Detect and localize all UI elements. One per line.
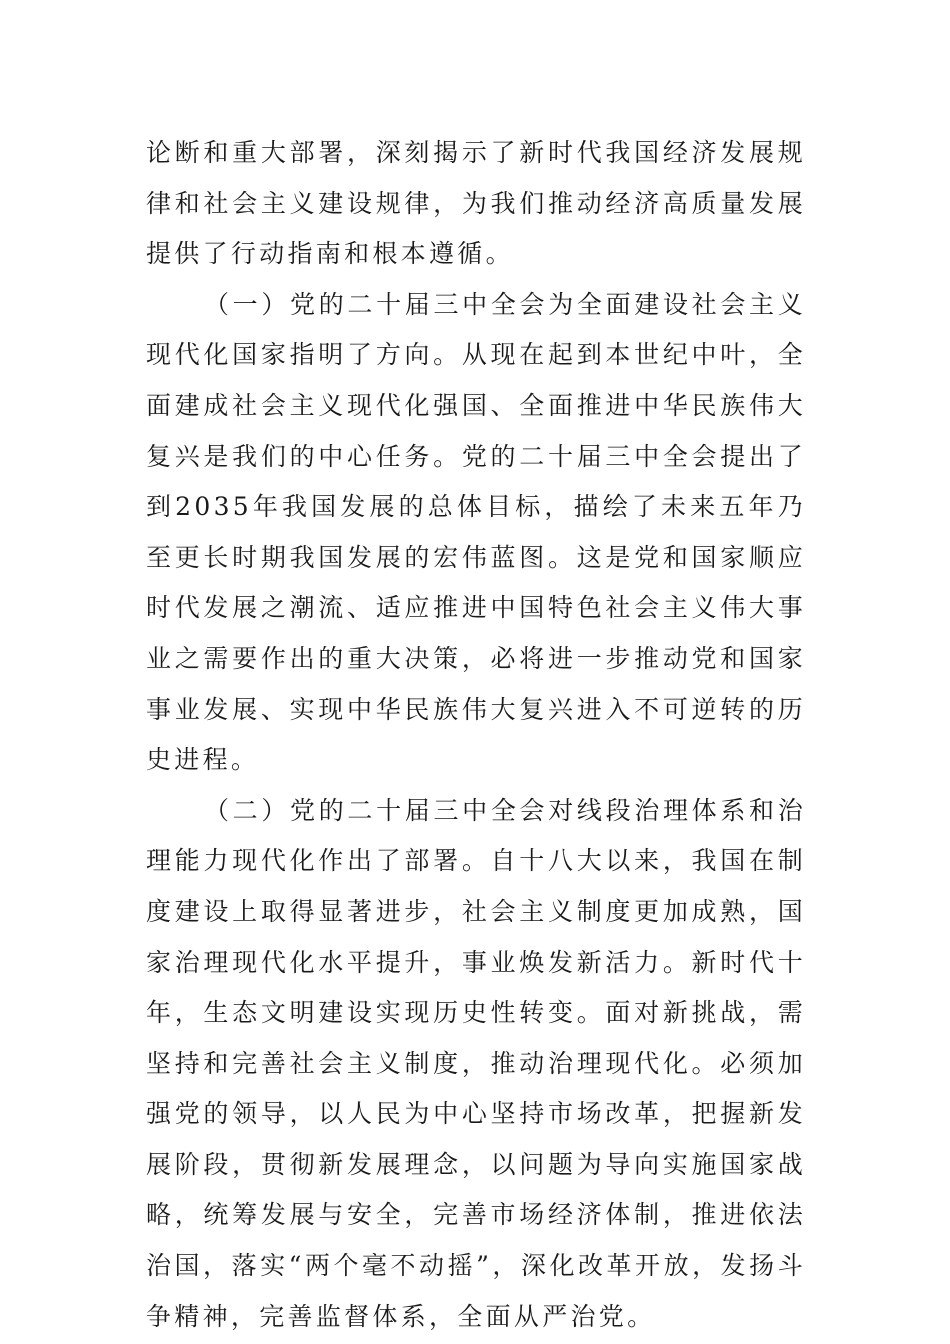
paragraph-continuation: 论断和重大部署，深刻揭示了新时代我国经济发展规律和社会主义建设规律，为我们推动经济高质量发展提供了行动指南和根本遵循。 <box>146 138 806 269</box>
paragraph-section-two: （二）党的二十届三中全会对线段治理体系和治理能力现代化作出了部署。自十八大以来，我国在制度建设上取得显著进步，社会主义制度更加成熟，国家治理现代化水平提升，事业焕发新活力。新时代十年，生态文明建设实现历史性转变。面对新挑战，需坚持和完善社会主义制度，推动治理现代化。必须加强党的领导，以人民为中心坚持市场改革，把握新发展阶段，贯彻新发展理念，以问题为导向实施国家战略，统筹发展与安全，完善市场经济体制，推进依法治国，落实“两个毫不动摇”，深化改革开放，发扬斗争精神，完善监督体系，全面从严治党。 <box>146 795 806 1331</box>
paragraph-section-one: （一）党的二十届三中全会为全面建设社会主义现代化国家指明了方向。从现在起到本世纪中叶，全面建成社会主义现代化强国、全面推进中华民族伟大复兴是我们的中心任务。党的二十届三中全会提出了到2035年我国发展的总体目标，描绘了未来五年乃至更长时期我国发展的宏伟蓝图。这是党和国家顺应时代发展之潮流、适应推进中国特色社会主义伟大事业之需要作出的重大决策，必将进一步推动党和国家事业发展、实现中华民族伟大复兴进入不可逆转的历史进程。 <box>146 289 806 775</box>
document-body <box>146 128 806 1342</box>
